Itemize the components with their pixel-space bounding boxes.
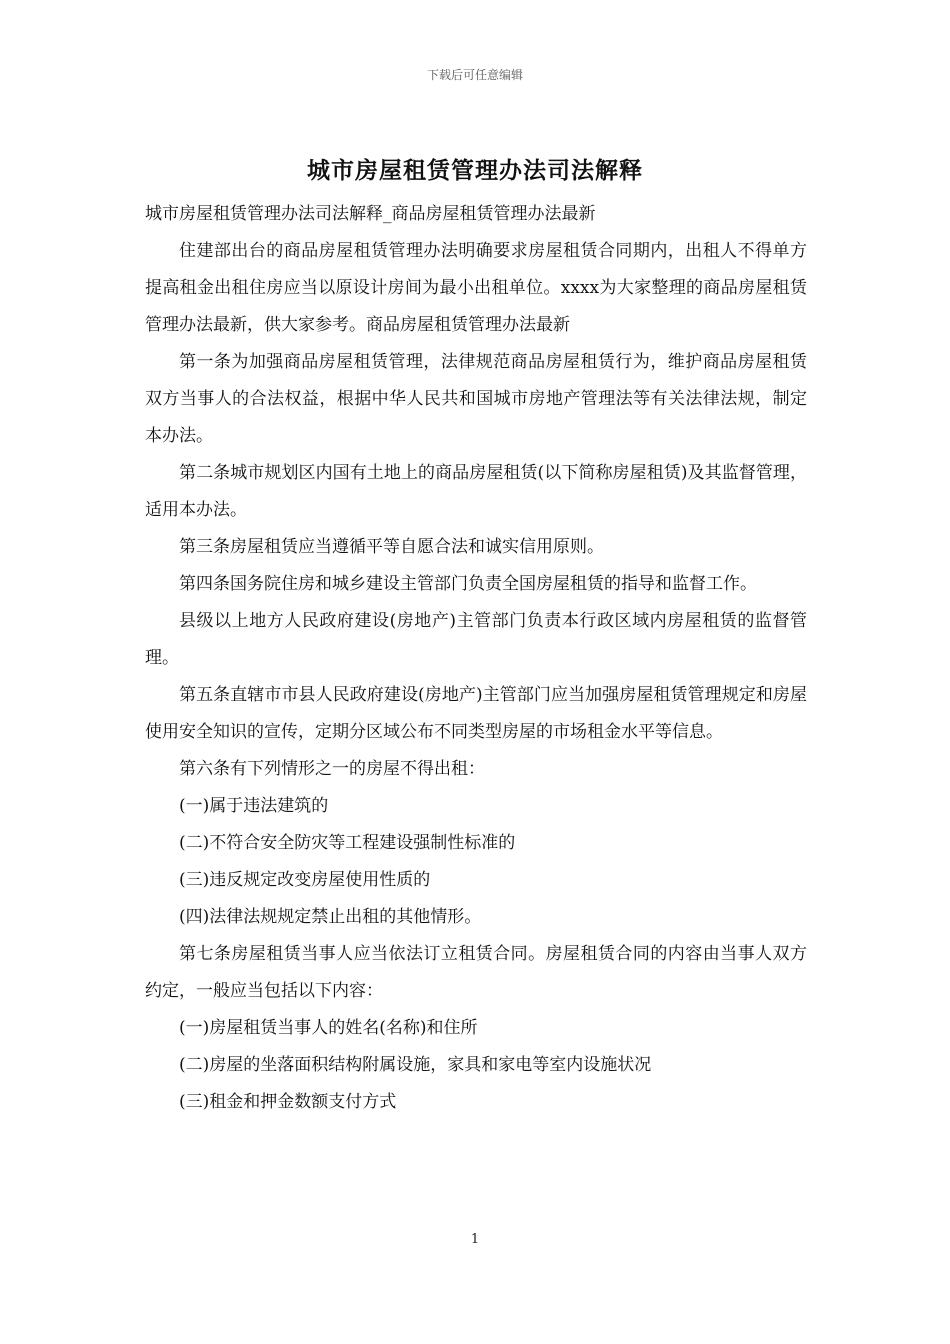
body-paragraph: 县级以上地方人民政府建设(房地产)主管部门负责本行政区域内房屋租赁的监督管理。 <box>145 611 807 668</box>
body-paragraph: (二)不符合安全防灾等工程建设强制性标准的 <box>179 833 516 853</box>
body-paragraph: (三)租金和押金数额支付方式 <box>179 1092 397 1112</box>
body-paragraph: (三)违反规定改变房屋使用性质的 <box>179 870 431 890</box>
body-paragraph: 第五条直辖市市县人民政府建设(房地产)主管部门应当加强房屋租赁管理规定和房屋使用安全知识的宣传，定期分区域公布不同类型房屋的市场租金水平等信息。 <box>145 685 807 742</box>
page-header: 下载后可任意编辑 <box>426 68 523 82</box>
body-paragraph: 第七条房屋租赁当事人应当依法订立租赁合同。房屋租赁合同的内容由当事人双方约定，一般应当包括以下内容： <box>145 944 807 1001</box>
document-title: 城市房屋租赁管理办法司法解释 <box>307 157 643 184</box>
body-paragraph: (一)房屋租赁当事人的姓名(名称)和住所 <box>179 1018 478 1038</box>
document-body <box>145 196 807 1121</box>
body-paragraph: 第三条房屋租赁应当遵循平等自愿合法和诚实信用原则。 <box>179 537 604 557</box>
page-number: 1 <box>470 1232 480 1247</box>
body-paragraph: 第四条国务院住房和城乡建设主管部门负责全国房屋租赁的指导和监督工作。 <box>179 574 757 594</box>
body-paragraph: 住建部出台的商品房屋租赁管理办法明确要求房屋租赁合同期内，出租人不得单方提高租金出租住房应当以原设计房间为最小出租单位。xxxx为大家整理的商品房屋租赁管理办法最新，供大家参考。商品房屋租赁管理办法最新 <box>145 241 807 335</box>
body-paragraph: 城市房屋租赁管理办法司法解释_商品房屋租赁管理办法最新 <box>145 204 596 224</box>
body-paragraph: (四)法律法规规定禁止出租的其他情形。 <box>179 907 482 927</box>
body-paragraph: (二)房屋的坐落面积结构附属设施，家具和家电等室内设施状况 <box>179 1055 652 1075</box>
body-paragraph: (一)属于违法建筑的 <box>179 796 329 816</box>
body-paragraph: 第一条为加强商品房屋租赁管理，法律规范商品房屋租赁行为，维护商品房屋租赁双方当事人的合法权益，根据中华人民共和国城市房地产管理法等有关法律法规，制定本办法。 <box>145 352 807 446</box>
body-paragraph: 第二条城市规划区内国有土地上的商品房屋租赁(以下简称房屋租赁)及其监督管理，适用本办法。 <box>145 463 807 520</box>
body-paragraph: 第六条有下列情形之一的房屋不得出租： <box>179 759 485 779</box>
